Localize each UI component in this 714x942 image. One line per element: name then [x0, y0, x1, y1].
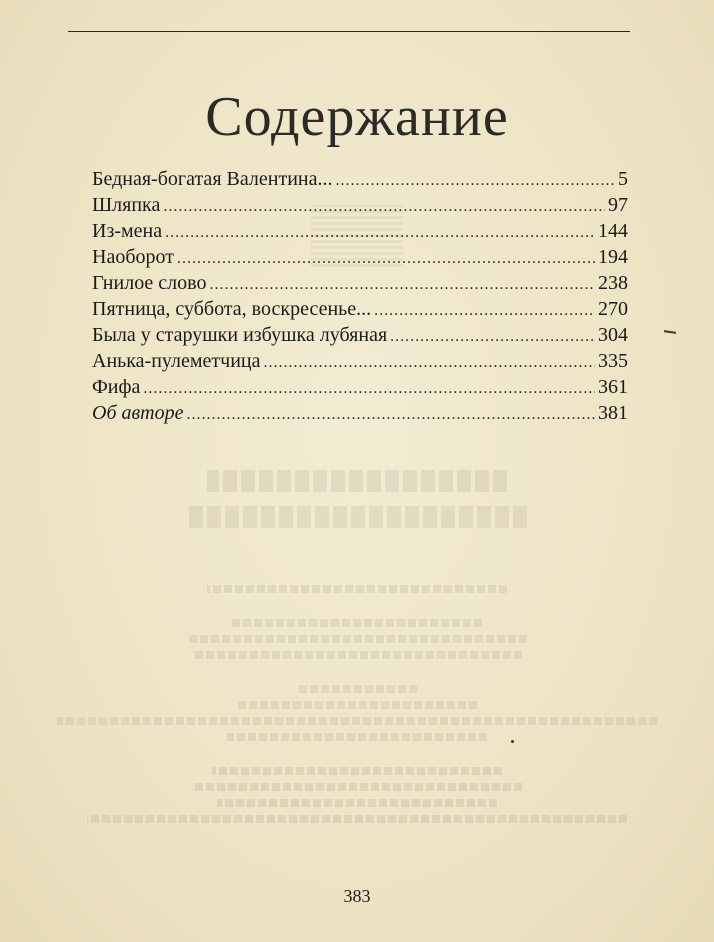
top-rule: [68, 31, 630, 32]
toc-dot-leader: [143, 376, 595, 402]
toc-entry-title: Пятница, суббота, воскресенье...: [92, 298, 372, 320]
toc-dot-leader: [187, 402, 595, 428]
toc-entry: [92, 374, 628, 400]
toc-entry-page: 238: [598, 272, 628, 294]
page-number: 383: [343, 886, 371, 906]
toc-entry-title: Фифа: [92, 376, 141, 398]
scan-mark: [664, 330, 676, 333]
toc-dot-leader: [336, 168, 616, 194]
toc-entry-title: Шляпка: [92, 194, 161, 216]
toc-dot-leader: [165, 220, 595, 246]
toc-entry: [92, 270, 628, 296]
toc-entry-page: 335: [598, 350, 628, 372]
toc-entry-title: Об авторе: [92, 402, 184, 424]
toc-entry-title: Была у старушки избушка лубяная: [92, 324, 388, 346]
toc-entry-page: 194: [598, 246, 628, 268]
toc-entry-page: 381: [598, 402, 628, 424]
toc-entry-title: Бедная-богатая Валентина...: [92, 168, 333, 190]
toc-dot-leader: [177, 246, 595, 272]
toc-entry-page: 97: [608, 194, 628, 216]
toc-entry-page: 5: [618, 168, 628, 190]
toc-entry: [92, 166, 628, 192]
toc-entry: [92, 400, 628, 426]
toc-entry-title: Наоборот: [92, 246, 174, 268]
toc-entry: [92, 322, 628, 348]
toc-dot-leader: [209, 272, 595, 298]
toc-entry: [92, 296, 628, 322]
page-title: Содержание: [205, 86, 509, 148]
toc-dot-leader: [163, 194, 605, 220]
toc-entry-page: 361: [598, 376, 628, 398]
toc-entry: [92, 218, 628, 244]
bleed-through-block-2: [0, 470, 714, 530]
toc-entry-page: 304: [598, 324, 628, 346]
bleed-through-block-3: [0, 585, 714, 865]
toc-entry-title: Гнилое слово: [92, 272, 207, 294]
toc-entry: [92, 192, 628, 218]
table-of-contents: [92, 166, 628, 426]
toc-entry-page: 144: [598, 220, 628, 242]
toc-entry-title: Из-мена: [92, 220, 163, 242]
toc-entry-page: 270: [598, 298, 628, 320]
toc-entry-title: Анька-пулеметчица: [92, 350, 261, 372]
toc-entry: [92, 244, 628, 270]
toc-dot-leader: [264, 350, 595, 376]
toc-dot-leader: [374, 298, 595, 324]
scan-dot: [511, 740, 514, 743]
toc-entry: [92, 348, 628, 374]
toc-dot-leader: [390, 324, 595, 350]
